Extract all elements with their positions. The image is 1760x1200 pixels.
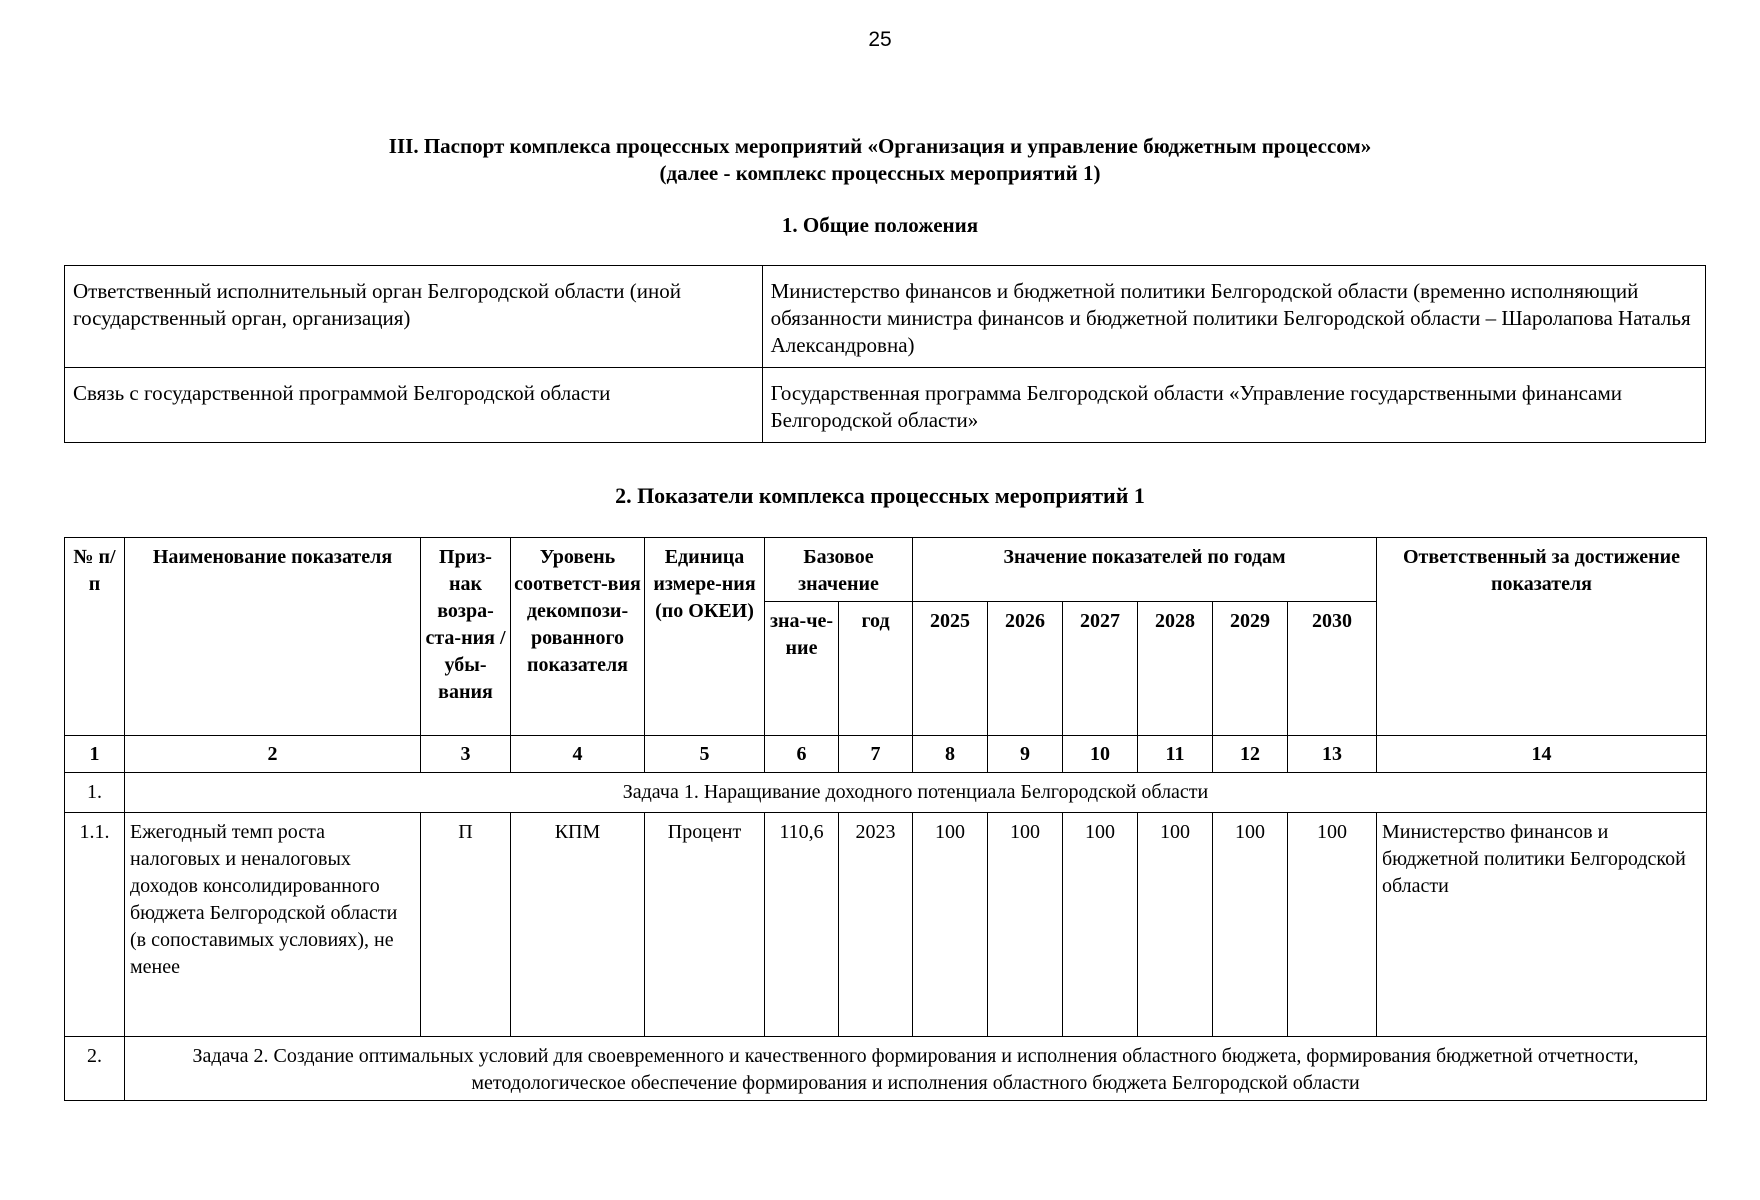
column-number: 1 — [65, 736, 125, 773]
indicator-responsible: Министерство финансов и бюджетной политики Белгородской области — [1377, 813, 1707, 1037]
base-value: 110,6 — [765, 813, 839, 1037]
table-row — [65, 266, 1706, 368]
header-year: 2025 — [913, 602, 988, 736]
year-value: 100 — [988, 813, 1063, 1037]
task-row — [65, 773, 1707, 813]
header-responsible: Ответственный за достижение показателя — [1377, 538, 1707, 736]
header-year: 2027 — [1063, 602, 1138, 736]
column-number: 11 — [1138, 736, 1213, 773]
task-row — [65, 1037, 1707, 1101]
column-numbers-row — [65, 736, 1707, 773]
column-number: 6 — [765, 736, 839, 773]
header-row — [65, 538, 1707, 602]
program-link-label: Связь с государственной программой Белгородской области — [65, 368, 763, 443]
section-title-line2: (далее - комплекс процессных мероприятий 1) — [659, 161, 1101, 185]
column-number: 9 — [988, 736, 1063, 773]
table-row — [65, 813, 1707, 1037]
indicator-sign: П — [421, 813, 511, 1037]
column-number: 12 — [1213, 736, 1288, 773]
header-num: № п/п — [65, 538, 125, 736]
header-year: 2026 — [988, 602, 1063, 736]
header-base-value: зна-че-ние — [765, 602, 839, 736]
task-num: 2. — [65, 1037, 125, 1101]
general-provisions-table — [64, 265, 1706, 443]
indicator-name: Ежегодный темп роста налоговых и неналоговых доходов консолидированного бюджета Белгородской области (в сопоставимых условиях), не менее — [125, 813, 421, 1037]
year-value: 100 — [913, 813, 988, 1037]
table-row — [65, 368, 1706, 443]
indicators-heading: 2. Показатели комплекса процессных мероприятий 1 — [615, 483, 1145, 508]
general-provisions-heading: 1. Общие положения — [781, 213, 979, 237]
base-year: 2023 — [839, 813, 913, 1037]
section-title-line1: III. Паспорт комплекса процессных мероприятий «Организация и управление бюджетным процессом» — [388, 134, 1372, 158]
indicator-level: КПМ — [511, 813, 645, 1037]
header-level: Уровень соответст-вия декомпози-рованного показателя — [511, 538, 645, 736]
header-unit: Единица измере-ния (по ОКЕИ) — [645, 538, 765, 736]
header-base: Базовое значение — [765, 538, 913, 602]
responsible-body-label: Ответственный исполнительный орган Белгородской области (иной государственный орган, организация) — [65, 266, 763, 368]
indicators-table — [64, 537, 1707, 1101]
column-number: 5 — [645, 736, 765, 773]
year-value: 100 — [1213, 813, 1288, 1037]
page-number: 25 — [868, 28, 892, 51]
column-number: 4 — [511, 736, 645, 773]
column-number: 8 — [913, 736, 988, 773]
header-name: Наименование показателя — [125, 538, 421, 736]
header-by-years: Значение показателей по годам — [913, 538, 1377, 602]
column-number: 7 — [839, 736, 913, 773]
year-value: 100 — [1138, 813, 1213, 1037]
task-text: Задача 1. Наращивание доходного потенциала Белгородской области — [125, 773, 1707, 813]
task-text: Задача 2. Создание оптимальных условий для своевременного и качественного формирования и исполнения областного бюджета, формирования бюджетной отчетности, методологическое обеспечение формирования и исполнения областного бюджета Белгородской области — [125, 1037, 1707, 1101]
responsible-body-value: Министерство финансов и бюджетной политики Белгородской области (временно исполняющий обязанности министра финансов и бюджетной политики Белгородской области – Шаролапова Наталья Александровна) — [762, 266, 1705, 368]
header-base-year: год — [839, 602, 913, 736]
section-title — [0, 133, 1760, 187]
indicator-unit: Процент — [645, 813, 765, 1037]
year-value: 100 — [1288, 813, 1377, 1037]
header-sign: Приз-нак возра-ста-ния / убы-вания — [421, 538, 511, 736]
header-year: 2028 — [1138, 602, 1213, 736]
year-value: 100 — [1063, 813, 1138, 1037]
header-year: 2030 — [1288, 602, 1377, 736]
program-link-value: Государственная программа Белгородской области «Управление государственными финансами Белгородской области» — [762, 368, 1705, 443]
column-number: 14 — [1377, 736, 1707, 773]
column-number: 3 — [421, 736, 511, 773]
header-year: 2029 — [1213, 602, 1288, 736]
column-number: 13 — [1288, 736, 1377, 773]
row-num: 1.1. — [65, 813, 125, 1037]
task-num: 1. — [65, 773, 125, 813]
column-number: 10 — [1063, 736, 1138, 773]
column-number: 2 — [125, 736, 421, 773]
